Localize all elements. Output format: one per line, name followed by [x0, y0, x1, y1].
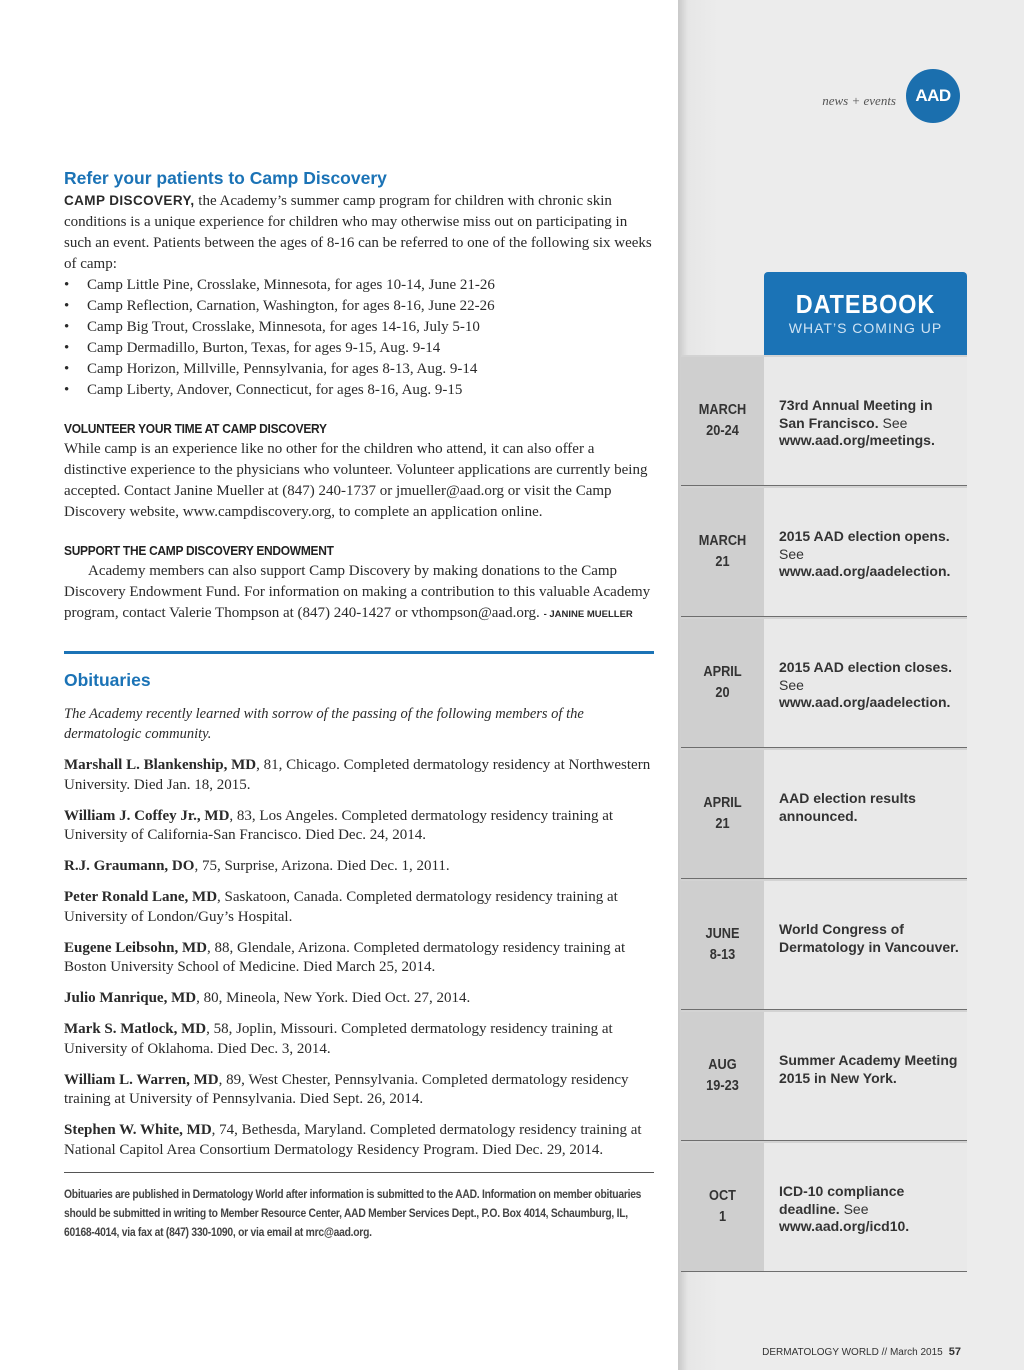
section-tag: news + events — [822, 93, 896, 108]
obituary-entry — [64, 1020, 656, 1059]
main-column — [64, 166, 656, 1242]
event-description — [764, 881, 967, 1009]
event-description — [764, 1143, 967, 1271]
obituary-name: William L. Warren, MD — [64, 1071, 219, 1088]
event-see: See — [839, 1200, 869, 1217]
event-description — [764, 750, 967, 878]
obituary-name: William J. Coffey Jr., MD — [64, 807, 230, 824]
datebook-event — [681, 1141, 967, 1272]
event-date — [681, 1012, 764, 1140]
page-number: 57 — [948, 1346, 961, 1358]
datebook-event — [681, 1010, 967, 1141]
event-see: See — [779, 545, 804, 562]
event-title: 2015 AAD election closes. — [779, 659, 953, 675]
obituary-name: Peter Ronald Lane, MD — [64, 889, 218, 905]
bullet-icon: • — [64, 298, 70, 314]
obituary-name: Julio Manrique, MD — [64, 990, 197, 1006]
aad-logo: AAD — [906, 69, 960, 123]
datebook-header — [764, 272, 967, 355]
obituary-text: , 89, West Chester, Pennsylvania. Completed dermatology residency training at University of Pennsylvania. Died Sept. 26, 2014. — [64, 1071, 629, 1107]
event-description — [764, 488, 967, 616]
bullet-icon: • — [64, 277, 70, 293]
section-divider — [64, 651, 654, 654]
datebook-title: DATEBOOK — [795, 289, 936, 319]
event-title: ICD-10 compliance deadline. — [779, 1183, 905, 1217]
camp-intro-text: the Academy’s summer camp program for children with chronic skin conditions is a unique experience for children who may otherwise miss out on participating in such an event. Patients between the ages of 8-16 can be referred to one of the following six weeks of camp: — [64, 193, 652, 272]
event-link[interactable]: www.aad.org/meetings. — [779, 432, 935, 448]
endowment-text: Academy members can also support Camp Discovery by making donations to the Camp Discovery Endowment Fund. For information on making a contribution to this valuable Academy program, contact Valerie Thompson at (847) 240-1427 or vthompson@aad.org. — [64, 563, 651, 621]
obituary-entry — [64, 857, 656, 877]
camp-lead: CAMP DISCOVERY, — [64, 193, 195, 208]
camp-item-text: Camp Horizon, Millville, Pennsylvania, for ages 8-13, Aug. 9-14 — [87, 361, 478, 377]
event-date — [681, 1143, 764, 1271]
footnote-rule — [64, 1172, 654, 1173]
event-description — [764, 619, 967, 747]
event-month: JUNE — [705, 926, 740, 942]
camp-item-text: Camp Reflection, Carnation, Washington, for ages 8-16, June 22-26 — [87, 298, 495, 314]
obituary-entry — [64, 756, 656, 795]
obituary-name: Stephen W. White, MD — [64, 1122, 212, 1138]
obituary-entry — [64, 1071, 656, 1110]
list-item — [64, 380, 656, 401]
event-link[interactable]: www.aad.org/aadelection. — [779, 563, 951, 579]
byline: - JANINE MUELLER — [543, 609, 633, 620]
obituary-entry — [64, 1121, 656, 1160]
endowment-paragraph — [64, 561, 656, 625]
event-date — [681, 619, 764, 747]
obituary-text: , 74, Bethesda, Maryland. Completed dermatology residency training at National Capitol Area Consortium Dermatology Residency Program. Died Dec. 29, 2014. — [64, 1122, 642, 1158]
list-item — [64, 317, 656, 338]
event-days: 19-23 — [706, 1078, 739, 1094]
obituary-text: , 58, Joplin, Missouri. Completed dermatology residency training at University of Oklahoma. Died Dec. 3, 2014. — [64, 1021, 613, 1057]
publication-info: DERMATOLOGY WORLD // March 2015 — [762, 1347, 943, 1358]
bullet-icon: • — [64, 382, 70, 398]
obituary-text: , 81, Chicago. Completed dermatology residency at Northwestern University. Died Jan. 18, 2015. — [64, 757, 651, 793]
datebook-event — [681, 355, 967, 486]
datebook-subtitle: WHAT’S COMING UP — [788, 320, 943, 336]
datebook-event — [681, 748, 967, 879]
obituary-entry — [64, 989, 656, 1009]
list-item — [64, 296, 656, 317]
event-title: AAD election results announced. — [779, 790, 916, 824]
obituary-text: , 83, Los Angeles. Completed dermatology residency training at University of California-San Francisco. Died Dec. 24, 2014. — [64, 807, 614, 843]
obituary-name: Mark S. Matlock, MD — [64, 1021, 207, 1037]
camp-item-text: Camp Liberty, Andover, Connecticut, for ages 8-16, Aug. 9-15 — [87, 382, 463, 398]
event-see: See — [779, 676, 804, 693]
event-month: APRIL — [703, 795, 742, 811]
camp-intro — [64, 190, 656, 275]
event-title: Summer Academy Meeting 2015 in New York. — [779, 1052, 958, 1086]
page-footer — [762, 1346, 961, 1358]
event-see: See — [878, 414, 908, 431]
list-item — [64, 338, 656, 359]
obituaries-title: Obituaries — [64, 670, 151, 690]
obituary-entry — [64, 888, 656, 927]
datebook-event — [681, 617, 967, 748]
event-month: APRIL — [703, 664, 742, 680]
event-month: OCT — [709, 1188, 736, 1204]
datebook-events — [681, 355, 967, 1272]
obituary-text: , Saskatoon, Canada. Completed dermatology residency training at University of London/Guy’s Hospital. — [64, 889, 618, 925]
obituary-text: , 88, Glendale, Arizona. Completed dermatology residency training at Boston University School of Medicine. Died March 25, 2014. — [64, 939, 626, 975]
obituary-entry — [64, 939, 656, 978]
event-date — [681, 357, 764, 485]
volunteer-text: While camp is an experience like no other for the children who attend, it can also offer a distinctive experience to the physicians who volunteer. Volunteer applications are currently being accepted. Contact Janine Mueller at (847) 240-1737 or jmueller@aad.org or visit the Camp Discovery website, www.campdiscovery.org, to complete an application online. — [64, 441, 648, 520]
obituary-text: , 80, Mineola, New York. Died Oct. 27, 2014. — [196, 990, 471, 1006]
datebook-event — [681, 879, 967, 1010]
bullet-icon: • — [64, 361, 70, 377]
list-item — [64, 359, 656, 380]
obituary-name: Eugene Leibsohn, MD — [64, 939, 207, 956]
event-days: 20-24 — [706, 423, 739, 439]
obituary-name: Marshall L. Blankenship, MD — [64, 757, 257, 773]
endowment-heading: SUPPORT THE CAMP DISCOVERY ENDOWMENT — [64, 543, 334, 558]
volunteer-heading: VOLUNTEER YOUR TIME AT CAMP DISCOVERY — [64, 421, 327, 436]
event-date — [681, 488, 764, 616]
event-description — [764, 357, 967, 485]
event-title: 73rd Annual Meeting in San Francisco. — [779, 397, 933, 431]
bullet-icon: • — [64, 319, 70, 335]
obituary-name: R.J. Graumann, DO — [64, 858, 195, 874]
obituary-text: , 75, Surprise, Arizona. Died Dec. 1, 2011. — [194, 858, 450, 874]
datebook-event — [681, 486, 967, 617]
event-days: 21 — [715, 816, 730, 832]
event-days: 21 — [715, 554, 730, 570]
event-title: World Congress of Dermatology in Vancouver. — [779, 921, 959, 955]
camp-list — [64, 275, 656, 401]
camp-item-text: Camp Big Trout, Crosslake, Minnesota, for ages 14-16, July 5-10 — [87, 319, 480, 335]
camp-title: Refer your patients to Camp Discovery — [64, 168, 387, 188]
event-date — [681, 750, 764, 878]
list-item — [64, 275, 656, 296]
obituaries-intro: The Academy recently learned with sorrow of the passing of the following members of the dermatologic community. — [64, 706, 584, 742]
event-link[interactable]: www.aad.org/aadelection. — [779, 694, 951, 710]
obituary-entry — [64, 807, 656, 846]
event-date — [681, 881, 764, 1009]
event-link[interactable]: www.aad.org/icd10. — [779, 1218, 910, 1234]
bullet-icon: • — [64, 340, 70, 356]
obituaries-footnote: Obituaries are published in Dermatology World after information is submitted to the AAD. Information on member obituaries should be submitted in writing to Member Resource Center, AAD Member Services Dept., P.O. Box 4014, Schaumburg, IL, 60168-4014, via fax at (847) 330-1090, or via email at mrc@aad.org. — [64, 1187, 642, 1239]
event-days: 20 — [715, 685, 730, 701]
camp-item-text: Camp Dermadillo, Burton, Texas, for ages 9-15, Aug. 9-14 — [87, 340, 441, 356]
event-month: MARCH — [698, 533, 747, 549]
event-month: AUG — [708, 1057, 737, 1073]
event-title: 2015 AAD election opens. — [779, 528, 950, 544]
camp-item-text: Camp Little Pine, Crosslake, Minnesota, for ages 10-14, June 21-26 — [87, 277, 495, 293]
event-description — [764, 1012, 967, 1140]
event-days: 1 — [718, 1209, 727, 1225]
event-month: MARCH — [698, 402, 747, 418]
event-days: 8-13 — [709, 947, 736, 963]
